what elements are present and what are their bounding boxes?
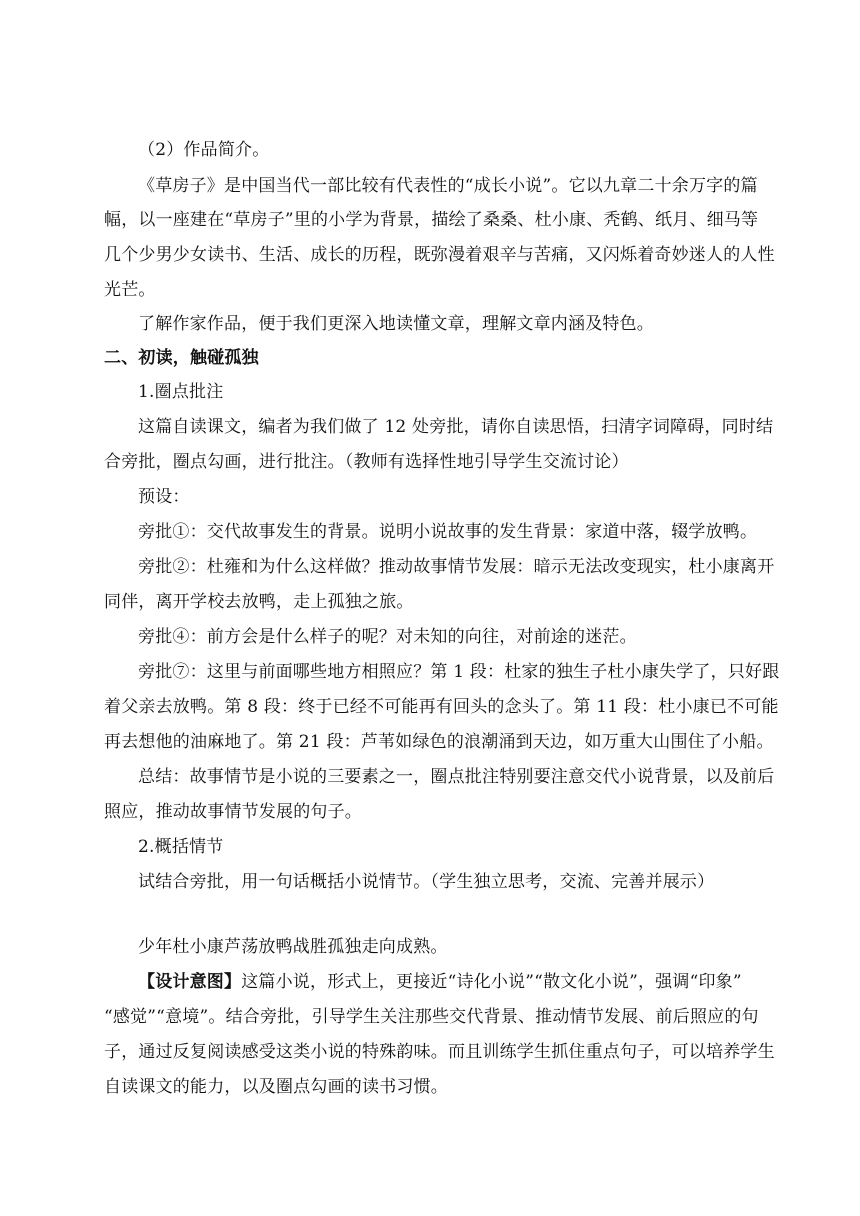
paragraph-line: 旁批⑦：这里与前面哪些地方相照应？第 1 段：杜家的独生子杜小康失学了，只好跟 <box>138 662 780 682</box>
paragraph-line: 几个少男少女读书、生活、成长的历程，既弥漫着艰辛与苦痛，又闪烁着奇妙迷人的人性 <box>104 245 775 265</box>
paragraph-line: 幅，以一座建在“草房子”里的小学为背景，描绘了桑桑、杜小康、秃鹤、纸月、细马等 <box>104 210 759 230</box>
paragraph-line: 《草房子》是中国当代一部比较有代表性的“成长小说”。它以九章二十余万字的篇 <box>138 176 758 196</box>
paragraph-line: 再去想他的油麻地了。第 21 段：芦苇如绿色的浪潮涌到天边，如万重大山围住了小船。 <box>104 732 774 752</box>
design-intent-text: 这篇小说，形式上，更接近“诗化小说”“散文化小说”，强调“印象” <box>241 972 742 992</box>
paragraph-line: 合旁批，圈点勾画，进行批注。（教师有选择性地引导学生交流讨论） <box>104 452 629 472</box>
preset-label: 预设： <box>138 487 190 507</box>
answer-paragraph: 少年杜小康芦荡放鸭战胜孤独走向成熟。 <box>138 937 448 957</box>
understand-paragraph: 了解作家作品，便于我们更深入地读懂文章，理解文章内涵及特色。 <box>138 314 654 334</box>
paragraph-line: 光芒。 <box>104 280 156 300</box>
note-1: 旁批①：交代故事发生的背景。说明小说故事的发生背景：家道中落，辍学放鸭。 <box>138 522 758 542</box>
paragraph-line: 照应，推动故事情节发展的句子。 <box>104 802 362 822</box>
paragraph-line <box>104 965 780 999</box>
note-4: 旁批④：前方会是什么样子的呢？对未知的向往，对前途的迷茫。 <box>138 627 637 647</box>
item-title: 2.概括情节 <box>138 837 224 857</box>
design-intent-label: 【设计意图】 <box>138 972 242 992</box>
paragraph-line: “感觉”“意境”。结合旁批，引导学生关注那些交代背景、推动情节发展、前后照应的句 <box>104 1007 759 1027</box>
item-title: 1.圈点批注 <box>138 382 224 402</box>
paragraph-line: 着父亲去放鸭。第 8 段：终于已经不可能再有回头的念头了。第 11 段：杜小康已不可能 <box>104 697 779 717</box>
paragraph-line: 同伴，离开学校去放鸭，走上孤独之旅。 <box>104 592 414 612</box>
subsection-heading: （2）作品简介。 <box>138 140 270 160</box>
paragraph-line: 子，通过反复阅读感受这类小说的特殊韵味。而且训练学生抓住重点句子，可以培养学生 <box>104 1042 775 1062</box>
paragraph-line: 旁批②：杜雍和为什么这样做？推动故事情节发展：暗示无法改变现实，杜小康离开 <box>138 557 775 577</box>
item2-paragraph: 试结合旁批，用一句话概括小说情节。（学生独立思考，交流、完善并展示） <box>138 872 715 892</box>
paragraph-line: 自读课文的能力，以及圈点勾画的读书习惯。 <box>104 1077 448 1097</box>
paragraph-line: 总结：故事情节是小说的三要素之一，圈点批注特别要注意交代小说背景，以及前后 <box>138 767 775 787</box>
section-title: 二、初读，触碰孤独 <box>104 348 259 368</box>
paragraph-line: 这篇自读课文，编者为我们做了 12 处旁批，请你自读思悟，扫清字词障碍，同时结 <box>138 417 774 437</box>
